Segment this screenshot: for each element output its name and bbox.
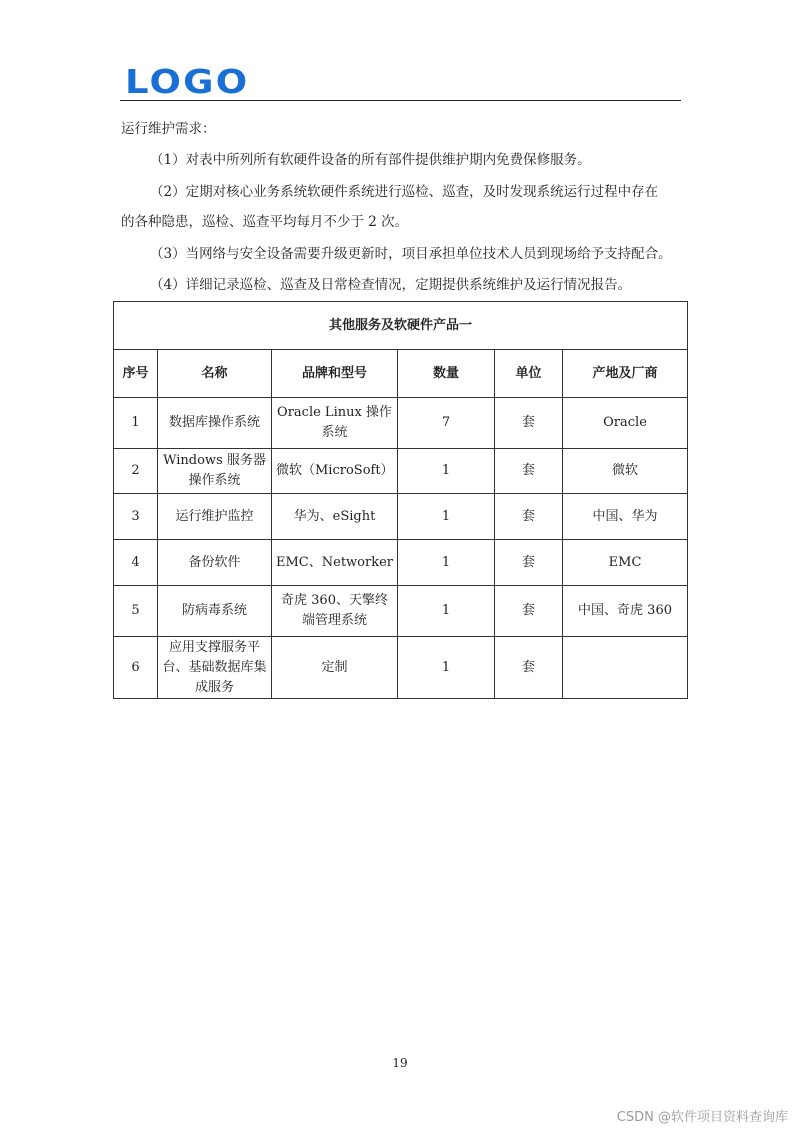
cell-brand: EMC、Networker <box>272 540 398 586</box>
table-row <box>114 398 688 449</box>
cell-quantity: 1 <box>398 494 495 540</box>
cell-brand: Oracle Linux 操作系统 <box>272 398 398 449</box>
table-row <box>114 540 688 586</box>
product-table <box>113 301 688 699</box>
cell-brand: 华为、eSight <box>272 494 398 540</box>
cell-brand: 奇虎 360、天擎终端管理系统 <box>272 586 398 637</box>
table-row <box>114 449 688 494</box>
header-divider <box>120 100 681 101</box>
cell-unit: 套 <box>495 637 563 699</box>
logo: LOGO <box>125 62 250 101</box>
cell-origin: 中国、奇虎 360 <box>563 586 688 637</box>
table-row <box>114 494 688 540</box>
cell-name: 备份软件 <box>158 540 272 586</box>
cell-quantity: 1 <box>398 449 495 494</box>
cell-origin: 中国、华为 <box>563 494 688 540</box>
cell-no: 4 <box>114 540 158 586</box>
cell-no: 3 <box>114 494 158 540</box>
column-header-quantity: 数量 <box>398 350 495 398</box>
table-title-row <box>114 302 688 350</box>
table-row <box>114 637 688 699</box>
requirement-item-2: （2）定期对核心业务系统软硬件系统进行巡检、巡查，及时发现系统运行过程中存在 <box>150 184 659 200</box>
cell-no: 2 <box>114 449 158 494</box>
requirement-item-1: （1）对表中所列所有软硬件设备的所有部件提供维护期内免费保修服务。 <box>150 152 591 168</box>
requirements-heading: 运行维护需求： <box>121 121 216 137</box>
cell-origin: 微软 <box>563 449 688 494</box>
cell-origin: EMC <box>563 540 688 586</box>
column-header-name: 名称 <box>158 350 272 398</box>
cell-unit: 套 <box>495 398 563 449</box>
cell-origin <box>563 637 688 699</box>
requirement-item-3: （3）当网络与安全设备需要升级更新时，项目承担单位技术人员到现场给予支持配合。 <box>150 246 672 262</box>
column-header-no: 序号 <box>114 350 158 398</box>
cell-no: 1 <box>114 398 158 449</box>
cell-name: 运行维护监控 <box>158 494 272 540</box>
table-row <box>114 586 688 637</box>
cell-origin: Oracle <box>563 398 688 449</box>
cell-unit: 套 <box>495 586 563 637</box>
table-header-row <box>114 350 688 398</box>
cell-unit: 套 <box>495 494 563 540</box>
column-header-origin: 产地及厂商 <box>563 350 688 398</box>
cell-quantity: 1 <box>398 637 495 699</box>
column-header-brand: 品牌和型号 <box>272 350 398 398</box>
cell-name: Windows 服务器操作系统 <box>158 449 272 494</box>
column-header-unit: 单位 <box>495 350 563 398</box>
cell-name: 防病毒系统 <box>158 586 272 637</box>
requirement-item-2-continued: 的各种隐患，巡检、巡查平均每月不少于 2 次。 <box>121 214 409 230</box>
cell-no: 6 <box>114 637 158 699</box>
cell-unit: 套 <box>495 449 563 494</box>
cell-name: 应用支撑服务平台、基础数据库集成服务 <box>158 637 272 699</box>
cell-quantity: 7 <box>398 398 495 449</box>
cell-quantity: 1 <box>398 540 495 586</box>
cell-brand: 定制 <box>272 637 398 699</box>
watermark: CSDN @软件项目资料查询库 <box>616 1110 788 1125</box>
cell-name: 数据库操作系统 <box>158 398 272 449</box>
cell-brand: 微软（MicroSoft） <box>272 449 398 494</box>
requirement-item-4: （4）详细记录巡检、巡查及日常检查情况，定期提供系统维护及运行情况报告。 <box>150 277 632 293</box>
page-number: 19 <box>392 1056 408 1070</box>
cell-no: 5 <box>114 586 158 637</box>
cell-unit: 套 <box>495 540 563 586</box>
table-title: 其他服务及软硬件产品一 <box>114 302 688 350</box>
cell-quantity: 1 <box>398 586 495 637</box>
